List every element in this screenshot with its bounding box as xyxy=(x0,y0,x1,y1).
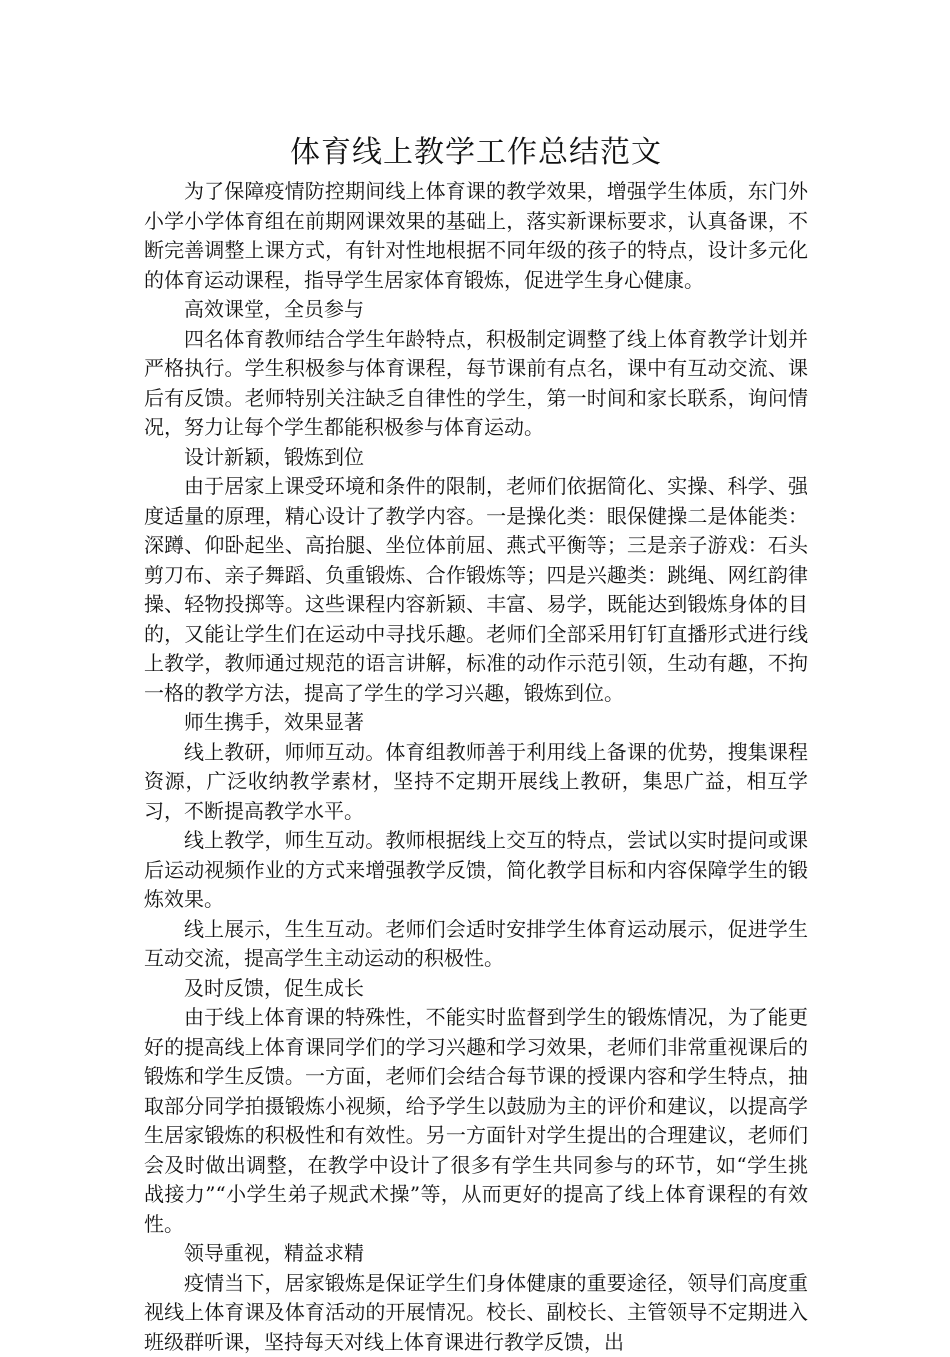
document-page xyxy=(144,131,808,1357)
paragraph-leadership: 疫情当下，居家锻炼是保证学生们身体健康的重要途径，领导们高度重视线上体育课及体育活动的开展情况。校长、副校长、主管领导不定期进入班级群听课，坚持每天对线上体育课进行教学反馈，出 xyxy=(144,1269,808,1357)
paragraph-online-teaching: 线上教学，师生互动。教师根据线上交互的特点，尝试以实时提问或课后运动视频作业的方式来增强教学反馈，简化教学目标和内容保障学生的锻炼效果。 xyxy=(144,826,808,915)
section-heading-efficient-class: 高效课堂，全员参与 xyxy=(144,295,808,325)
paragraph-teaching-plan: 四名体育教师结合学生年龄特点，积极制定调整了线上体育教学计划并严格执行。学生积极参与体育课程，每节课前有点名，课中有互动交流、课后有反馈。老师特别关注缺乏自律性的学生，第一时间和家长联系，询问情况，努力让每个学生都能积极参与体育运动。 xyxy=(144,325,808,443)
paragraph-online-research: 线上教研，师师互动。体育组教师善于利用线上备课的优势，搜集课程资源，广泛收纳教学素材，坚持不定期开展线上教研，集思广益，相互学习，不断提高教学水平。 xyxy=(144,738,808,827)
section-heading-teacher-student: 师生携手，效果显著 xyxy=(144,708,808,738)
paragraph-intro: 为了保障疫情防控期间线上体育课的教学效果，增强学生体质，东门外小学小学体育组在前期网课效果的基础上，落实新课标要求，认真备课，不断完善调整上课方式，有针对性地根据不同年级的孩子的特点，设计多元化的体育运动课程，指导学生居家体育锻炼，促进学生身心健康。 xyxy=(144,177,808,295)
paragraph-course-content: 由于居家上课受环境和条件的限制，老师们依据简化、实操、科学、强度适量的原理，精心设计了教学内容。一是操化类：眼保健操二是体能类：深蹲、仰卧起坐、高抬腿、坐位体前屈、燕式平衡等；三是亲子游戏：石头剪刀布、亲子舞蹈、负重锻炼、合作锻炼等；四是兴趣类：跳绳、网红韵律操、轻物投掷等。这些课程内容新颖、丰富、易学，既能达到锻炼身体的目的，又能让学生们在运动中寻找乐趣。老师们全部采用钉钉直播形式进行线上教学，教师通过规范的语言讲解，标准的动作示范引领，生动有趣，不拘一格的教学方法，提高了学生的学习兴趣，锻炼到位。 xyxy=(144,472,808,708)
section-heading-leadership: 领导重视，精益求精 xyxy=(144,1239,808,1269)
section-heading-novel-design: 设计新颖，锻炼到位 xyxy=(144,443,808,473)
document-title: 体育线上教学工作总结范文 xyxy=(144,131,808,175)
paragraph-online-showcase: 线上展示，生生互动。老师们会适时安排学生体育运动展示，促进学生互动交流，提高学生主动运动的积极性。 xyxy=(144,915,808,974)
section-heading-feedback: 及时反馈，促生成长 xyxy=(144,974,808,1004)
paragraph-feedback: 由于线上体育课的特殊性，不能实时监督到学生的锻炼情况，为了能更好的提高线上体育课同学们的学习兴趣和学习效果，老师们非常重视课后的锻炼和学生反馈。一方面，老师们会结合每节课的授课内容和学生特点，抽取部分同学拍摄锻炼小视频，给予学生以鼓励为主的评价和建议，以提高学生居家锻炼的积极性和有效性。另一方面针对学生提出的合理建议，老师们会及时做出调整，在教学中设计了很多有学生共同参与的环节，如“学生挑战接力”“小学生弟子规武术操”等，从而更好的提高了线上体育课程的有效性。 xyxy=(144,1003,808,1239)
